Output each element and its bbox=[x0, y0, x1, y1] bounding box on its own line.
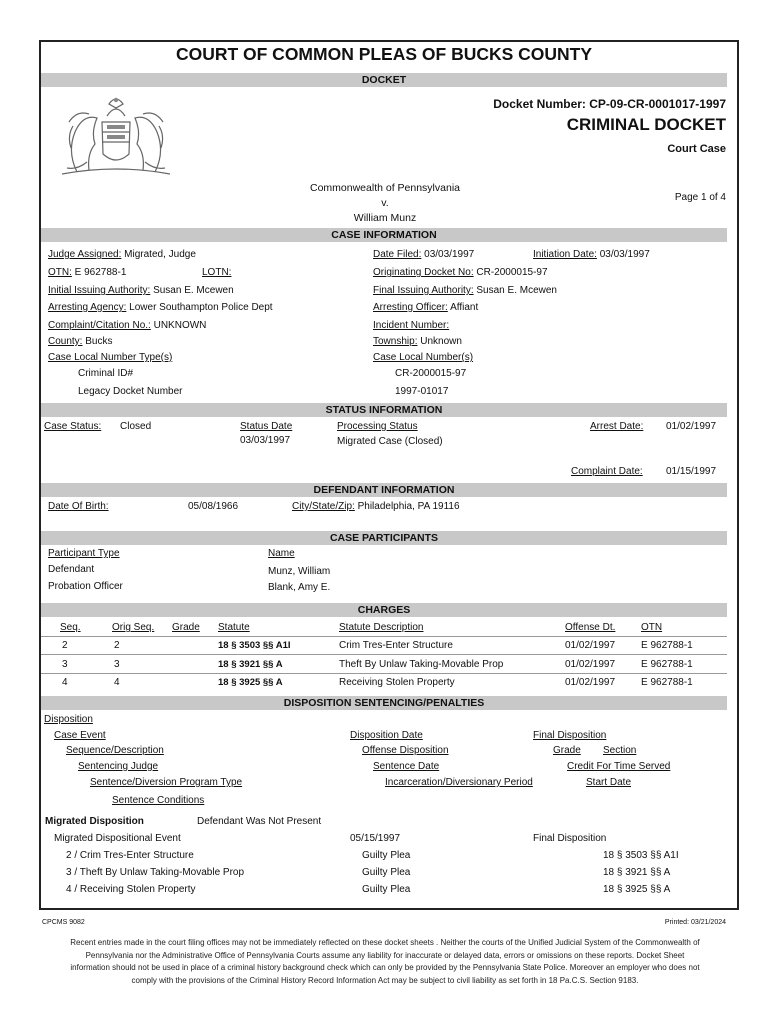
charge-otn: E 962788-1 bbox=[641, 640, 693, 651]
initial-auth-label: Initial Issuing Authority: bbox=[48, 285, 151, 296]
disposition-band: DISPOSITION SENTENCING/PENALTIES bbox=[41, 696, 727, 710]
migrated-disposition-label: Migrated Disposition bbox=[45, 816, 144, 827]
final-disposition-header: Final Disposition bbox=[533, 730, 607, 741]
local-type-1: Criminal ID# bbox=[78, 368, 134, 379]
printed-date: Printed: 03/21/2024 bbox=[664, 919, 726, 926]
orig-docket-value: CR-2000015-97 bbox=[476, 267, 548, 278]
charges-divider bbox=[41, 673, 727, 674]
charge-orig-seq: 2 bbox=[114, 640, 120, 651]
grade-header: Grade bbox=[553, 745, 581, 756]
local-type-2: Legacy Docket Number bbox=[78, 386, 183, 397]
disposition-row-plea: Guilty Plea bbox=[362, 867, 411, 878]
initiation-label: Initiation Date: bbox=[533, 249, 597, 260]
charges-band: CHARGES bbox=[41, 603, 727, 617]
section-header: Section bbox=[603, 745, 637, 756]
charge-statute: 18 § 3503 §§ A1I bbox=[218, 640, 291, 651]
charges-header-statute: Statute bbox=[218, 622, 250, 633]
disclaimer-text: Recent entries made in the court filing offices may not be immediately reflected on these docket sheets . Neither the courts of the Unified Judicial System of the Commonwealth of Pennsylvania nor the Administrative Office of Pennsylvania Courts assume any liability for inaccurate or delayed data, errors or omissions on these reports. Docket Sheet information should not be used in place of a criminal history background check which can only be provided by the Pennsylvania State Police. Moreover an employer who does not comply with the provisions of the Criminal History Record Information Act may be subject to civil liability as set forth in 18 Pa.C.S. Section 9183. bbox=[70, 938, 700, 985]
judge-assigned-row bbox=[48, 249, 196, 260]
charge-description: Theft By Unlaw Taking-Movable Prop bbox=[339, 659, 504, 670]
docket-number: Docket Number: CP-09-CR-0001017-1997 bbox=[493, 97, 726, 111]
arresting-agency-row bbox=[48, 302, 273, 313]
disposition-date-header: Disposition Date bbox=[350, 730, 423, 741]
court-title: COURT OF COMMON PLEAS OF BUCKS COUNTY bbox=[175, 44, 593, 64]
disposition-row-plea: Guilty Plea bbox=[362, 850, 411, 861]
disposition-row-section: 18 § 3921 §§ A bbox=[603, 867, 671, 878]
charges-header-otn: OTN bbox=[641, 622, 663, 633]
charge-seq: 2 bbox=[62, 640, 68, 651]
charge-statute: 18 § 3925 §§ A bbox=[218, 677, 283, 688]
status-date-value: 03/03/1997 bbox=[240, 435, 291, 446]
caption-defendant: William Munz bbox=[353, 212, 417, 224]
sentence-date-header: Sentence Date bbox=[373, 761, 440, 772]
dob-label: Date Of Birth: bbox=[48, 501, 109, 512]
incident-number-label: Incident Number: bbox=[373, 320, 450, 331]
sentence-program-header: Sentence/Diversion Program Type bbox=[90, 777, 243, 788]
participant-name-header: Name bbox=[268, 548, 295, 559]
disposition-row-description: 2 / Crim Tres-Enter Structure bbox=[66, 850, 194, 861]
initial-auth-value: Susan E. Mcewen bbox=[153, 285, 234, 296]
disposition-row-plea: Guilty Plea bbox=[362, 884, 411, 895]
sentence-conditions-header: Sentence Conditions bbox=[112, 795, 205, 806]
complaint-row bbox=[48, 320, 206, 331]
agency-label: Arresting Agency: bbox=[48, 302, 127, 313]
complaint-date-value: 01/15/1997 bbox=[666, 466, 717, 477]
judge-value: Migrated, Judge bbox=[124, 249, 196, 260]
page-indicator: Page 1 of 4 bbox=[674, 192, 726, 203]
status-date-label: Status Date bbox=[240, 421, 293, 432]
county-value: Bucks bbox=[85, 336, 113, 347]
participant-type: Probation Officer bbox=[48, 581, 123, 592]
date-filed-row bbox=[373, 249, 474, 260]
pennsylvania-seal-icon bbox=[47, 92, 185, 180]
charge-offense-date: 01/02/1997 bbox=[565, 640, 616, 651]
dispositional-event: Migrated Dispositional Event bbox=[54, 833, 181, 844]
judge-label: Judge Assigned: bbox=[48, 249, 122, 260]
charges-divider bbox=[41, 636, 727, 637]
officer-label: Arresting Officer: bbox=[373, 302, 448, 313]
charges-header-grade: Grade bbox=[172, 622, 200, 633]
township-row bbox=[373, 336, 462, 347]
final-auth-label: Final Issuing Authority: bbox=[373, 285, 474, 296]
case-status-label: Case Status: bbox=[44, 421, 102, 432]
participant-name: Munz, William bbox=[268, 566, 331, 577]
otn-row bbox=[48, 267, 126, 278]
offense-disposition-header: Offense Disposition bbox=[362, 745, 449, 756]
initial-authority-row bbox=[48, 285, 234, 296]
defendant-information-band: DEFENDANT INFORMATION bbox=[41, 483, 727, 497]
officer-value: Affiant bbox=[450, 302, 479, 313]
disposition-row-section: 18 § 3925 §§ A bbox=[603, 884, 671, 895]
charges-header-description: Statute Description bbox=[339, 622, 424, 633]
case-event-header: Case Event bbox=[54, 730, 106, 741]
final-auth-value: Susan E. Mcewen bbox=[476, 285, 557, 296]
disposition-row-description: 3 / Theft By Unlaw Taking-Movable Prop bbox=[66, 867, 245, 878]
charge-orig-seq: 4 bbox=[114, 677, 120, 688]
participant-name: Blank, Amy E. bbox=[268, 582, 331, 593]
orig-docket-label: Originating Docket No: bbox=[373, 267, 474, 278]
charge-offense-date: 01/02/1997 bbox=[565, 677, 616, 688]
city-value: Philadelphia, PA 19116 bbox=[357, 501, 460, 512]
dispositional-event-date: 05/15/1997 bbox=[350, 833, 401, 844]
dob-value: 05/08/1966 bbox=[188, 501, 239, 512]
case-status-value: Closed bbox=[120, 421, 152, 432]
participant-type: Defendant bbox=[48, 564, 95, 575]
caption-versus: v. bbox=[381, 197, 389, 209]
case-information-band: CASE INFORMATION bbox=[41, 228, 727, 242]
initiation-date-row bbox=[533, 249, 650, 260]
form-number: CPCMS 9082 bbox=[42, 919, 85, 926]
charges-header-offense-date: Offense Dt. bbox=[565, 622, 616, 633]
charges-header-seq: Seq. bbox=[60, 622, 81, 633]
charge-otn: E 962788-1 bbox=[641, 677, 693, 688]
local-num-2: 1997-01017 bbox=[395, 386, 449, 397]
caption-plaintiff: Commonwealth of Pennsylvania bbox=[310, 182, 460, 194]
local-number-header: Case Local Number(s) bbox=[373, 352, 474, 363]
date-filed-value: 03/03/1997 bbox=[424, 249, 475, 260]
county-row bbox=[48, 336, 112, 347]
disposition-row-section: 18 § 3503 §§ A1I bbox=[603, 850, 679, 861]
city-row bbox=[292, 501, 460, 512]
final-authority-row bbox=[373, 285, 557, 296]
sequence-description-header: Sequence/Description bbox=[66, 745, 164, 756]
disposition-header: Disposition bbox=[44, 714, 93, 725]
docket-band: DOCKET bbox=[41, 73, 727, 87]
township-label: Township: bbox=[373, 336, 418, 347]
township-value: Unknown bbox=[420, 336, 462, 347]
local-number-type-header: Case Local Number Type(s) bbox=[48, 352, 173, 363]
charge-seq: 3 bbox=[62, 659, 68, 670]
incarceration-period-header: Incarceration/Diversionary Period bbox=[385, 777, 533, 788]
processing-status-label: Processing Status bbox=[337, 421, 418, 432]
lotn-label: LOTN: bbox=[202, 267, 232, 278]
processing-status-value: Migrated Case (Closed) bbox=[337, 436, 443, 447]
court-case-label: Court Case bbox=[667, 143, 726, 155]
complaint-label: Complaint/Citation No.: bbox=[48, 320, 151, 331]
local-num-1: CR-2000015-97 bbox=[395, 368, 467, 379]
arrest-date-label: Arrest Date: bbox=[590, 421, 644, 432]
status-information-band: STATUS INFORMATION bbox=[41, 403, 727, 417]
dispositional-event-final: Final Disposition bbox=[533, 833, 607, 844]
case-participants-band: CASE PARTICIPANTS bbox=[41, 531, 727, 545]
sentencing-judge-header: Sentencing Judge bbox=[78, 761, 159, 772]
arrest-date-value: 01/02/1997 bbox=[666, 421, 717, 432]
complaint-date-label: Complaint Date: bbox=[571, 466, 643, 477]
agency-value: Lower Southampton Police Dept bbox=[129, 302, 273, 313]
complaint-value: UNKNOWN bbox=[153, 320, 207, 331]
charge-offense-date: 01/02/1997 bbox=[565, 659, 616, 670]
charge-otn: E 962788-1 bbox=[641, 659, 693, 670]
otn-label: OTN: bbox=[48, 267, 72, 278]
charge-seq: 4 bbox=[62, 677, 68, 688]
credit-time-served-header: Credit For Time Served bbox=[567, 761, 671, 772]
migrated-disposition-value: Defendant Was Not Present bbox=[197, 816, 322, 827]
docket-type: CRIMINAL DOCKET bbox=[566, 115, 726, 134]
charges-header-orig-seq: Orig Seq. bbox=[112, 622, 155, 633]
disposition-row-description: 4 / Receiving Stolen Property bbox=[66, 884, 196, 895]
charges-divider bbox=[41, 654, 727, 655]
case-status-row bbox=[44, 421, 101, 432]
participant-type-header: Participant Type bbox=[48, 548, 120, 559]
county-label: County: bbox=[48, 336, 83, 347]
charge-orig-seq: 3 bbox=[114, 659, 120, 670]
date-filed-label: Date Filed: bbox=[373, 249, 422, 260]
city-label: City/State/Zip: bbox=[292, 501, 355, 512]
start-date-header: Start Date bbox=[586, 777, 632, 788]
initiation-value: 03/03/1997 bbox=[599, 249, 650, 260]
arresting-officer-row bbox=[373, 302, 478, 313]
charge-description: Crim Tres-Enter Structure bbox=[339, 640, 453, 651]
charge-statute: 18 § 3921 §§ A bbox=[218, 659, 283, 670]
charge-description: Receiving Stolen Property bbox=[339, 677, 455, 688]
originating-docket-row bbox=[373, 267, 548, 278]
otn-value: E 962788-1 bbox=[74, 267, 127, 278]
